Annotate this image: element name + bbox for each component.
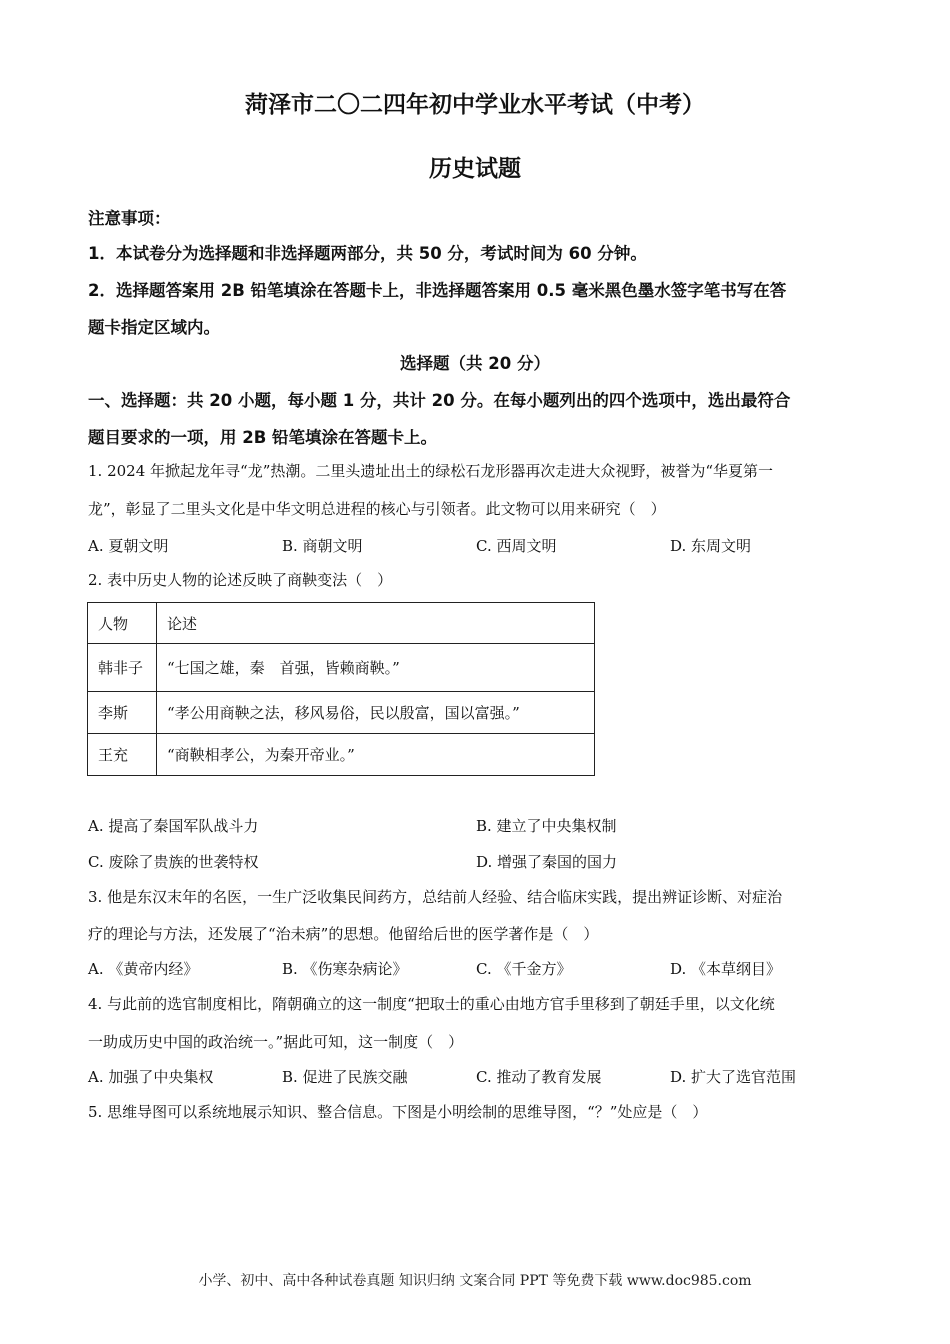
table-cell: “七国之雄，秦 首强，皆赖商鞅。”	[157, 644, 595, 692]
q2-option-c: C. 废除了贵族的世袭特权	[88, 853, 259, 871]
table-row	[88, 692, 595, 734]
q2-option-a: A. 提高了秦国军队战斗力	[88, 817, 259, 835]
exam-subtitle: 历史试题	[429, 156, 521, 182]
q3-stem-line-2: 疗的理论与方法，还发展了“治未病”的思想。他留给后世的医学著作是（ ）	[88, 925, 599, 943]
q4-option-a: A. 加强了中央集权	[88, 1068, 214, 1086]
notes-heading: 注意事项：	[88, 209, 171, 228]
table-cell: “孝公用商鞅之法，移风易俗，民以殷富，国以富强。”	[157, 692, 595, 734]
table-cell: “商鞅相孝公，为秦开帝业。”	[157, 734, 595, 776]
q3-option-d: D. 《本草纲目》	[670, 960, 782, 978]
q5-stem: 5. 思维导图可以系统地展示知识、整合信息。下图是小明绘制的思维导图，“？”处应是（ ）	[88, 1103, 708, 1121]
q3-option-b: B. 《伤寒杂病论》	[282, 960, 408, 978]
table-cell: 韩非子	[88, 644, 157, 692]
q2-option-b: B. 建立了中央集权制	[476, 817, 617, 835]
q2-stem: 2. 表中历史人物的论述反映了商鞅变法（ ）	[88, 571, 393, 589]
section-heading: 选择题（共 20 分）	[400, 354, 550, 373]
table-header-cell: 论述	[157, 603, 595, 644]
notes-item-2-line-1: 2．选择题答案用 2B 铅笔填涂在答题卡上，非选择题答案用 0.5 毫米黑色墨水签字笔书写在答	[88, 281, 787, 300]
section-intro-line-2: 题目要求的一项，用 2B 铅笔填涂在答题卡上。	[88, 428, 438, 447]
q1-option-c: C. 西周文明	[476, 537, 557, 555]
table-header-cell: 人物	[88, 603, 157, 644]
q4-stem-line-1: 4. 与此前的选官制度相比，隋朝确立的这一制度“把取士的重心由地方官手里移到了朝廷手里，以文化统	[88, 995, 775, 1013]
notes-item-2-line-2: 题卡指定区域内。	[88, 318, 220, 337]
notes-item-1: 1．本试卷分为选择题和非选择题两部分，共 50 分，考试时间为 60 分钟。	[88, 244, 647, 263]
table-row	[88, 644, 595, 692]
table-row	[88, 734, 595, 776]
exam-title: 菏泽市二〇二四年初中学业水平考试（中考）	[245, 92, 705, 118]
q1-stem-line-1: 1. 2024 年掀起龙年寻“龙”热潮。二里头遗址出土的绿松石龙形器再次走进大众视野，被誉为“华夏第一	[88, 462, 774, 480]
q4-option-c: C. 推动了教育发展	[476, 1068, 602, 1086]
table-header-row	[88, 603, 595, 644]
q4-option-d: D. 扩大了选官范围	[670, 1068, 797, 1086]
q3-option-a: A. 《黄帝内经》	[88, 960, 199, 978]
q1-option-d: D. 东周文明	[670, 537, 752, 555]
q2-option-d: D. 增强了秦国的国力	[476, 853, 618, 871]
q1-option-b: B. 商朝文明	[282, 537, 363, 555]
q4-option-b: B. 促进了民族交融	[282, 1068, 408, 1086]
q4-stem-line-2: 一助成历史中国的政治统一。”据此可知，这一制度（ ）	[88, 1033, 464, 1051]
q3-option-c: C. 《千金方》	[476, 960, 572, 978]
q1-stem-line-2: 龙”，彰显了二里头文化是中华文明总进程的核心与引领者。此文物可以用来研究（ ）	[88, 500, 666, 518]
table-cell: 李斯	[88, 692, 157, 734]
q2-table	[87, 602, 595, 776]
page-footer: 小学、初中、高中各种试卷真题 知识归纳 文案合同 PPT 等免费下载 www.doc985.com	[198, 1273, 752, 1289]
q1-option-a: A. 夏朝文明	[88, 537, 169, 555]
q3-stem-line-1: 3. 他是东汉末年的名医，一生广泛收集民间药方，总结前人经验、结合临床实践，提出辨证诊断、对症治	[88, 888, 783, 906]
section-intro-line-1: 一、选择题：共 20 小题，每小题 1 分，共计 20 分。在每小题列出的四个选项中，选出最符合	[88, 391, 791, 410]
table-cell: 王充	[88, 734, 157, 776]
